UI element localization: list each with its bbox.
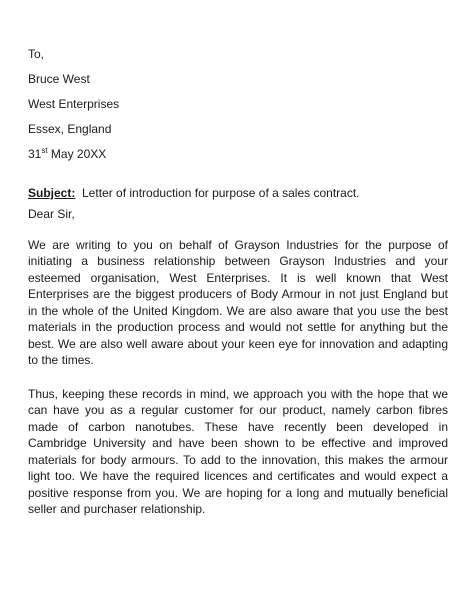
body-paragraph-2: Thus, keeping these records in mind, we approach you with the hope that we can have you as a regular customer for our product, namely carbon fibres made of carbon nanotubes. These have recently been developed in Cambridge University and have been shown to be effective and improved materials for body armours. To add to the innovation, this makes the armour light too. We have the required licences and certificates and would expect a positive response from you. We are hoping for a long and mutually beneficial seller and purchaser relationship. [28,386,448,517]
recipient-location: Essex, England [28,122,112,137]
date-month-year: May 20XX [47,147,107,162]
address-to: To, [28,47,45,61]
salutation: Dear Sir, [28,207,75,222]
letter-date [28,146,448,163]
subject-label: Subject: [28,185,76,200]
subject-text: Letter of introduction for purpose of a sales contract. [75,185,360,200]
date-day: 31 [28,147,42,162]
recipient-company: West Enterprises [28,97,120,112]
date-suffix: st [41,146,48,156]
letter-document [28,46,448,535]
recipient-name: Bruce West [28,72,90,87]
recipient-address-block [28,46,448,163]
body-paragraph-1: We are writing to you on behalf of Grayson Industries for the purpose of initiating a business relationship between Grayson Industries and your esteemed organisation, West Enterprises. It is well known that West Enterprises are the biggest producers of Body Armour in not just England but in the whole of the United Kingdom. We are also aware that you use the best materials in the production process and would not settle for anything but the best. We are also well aware about your keen eye for innovation and adapting to the times. [28,237,448,368]
subject-line [28,185,448,202]
